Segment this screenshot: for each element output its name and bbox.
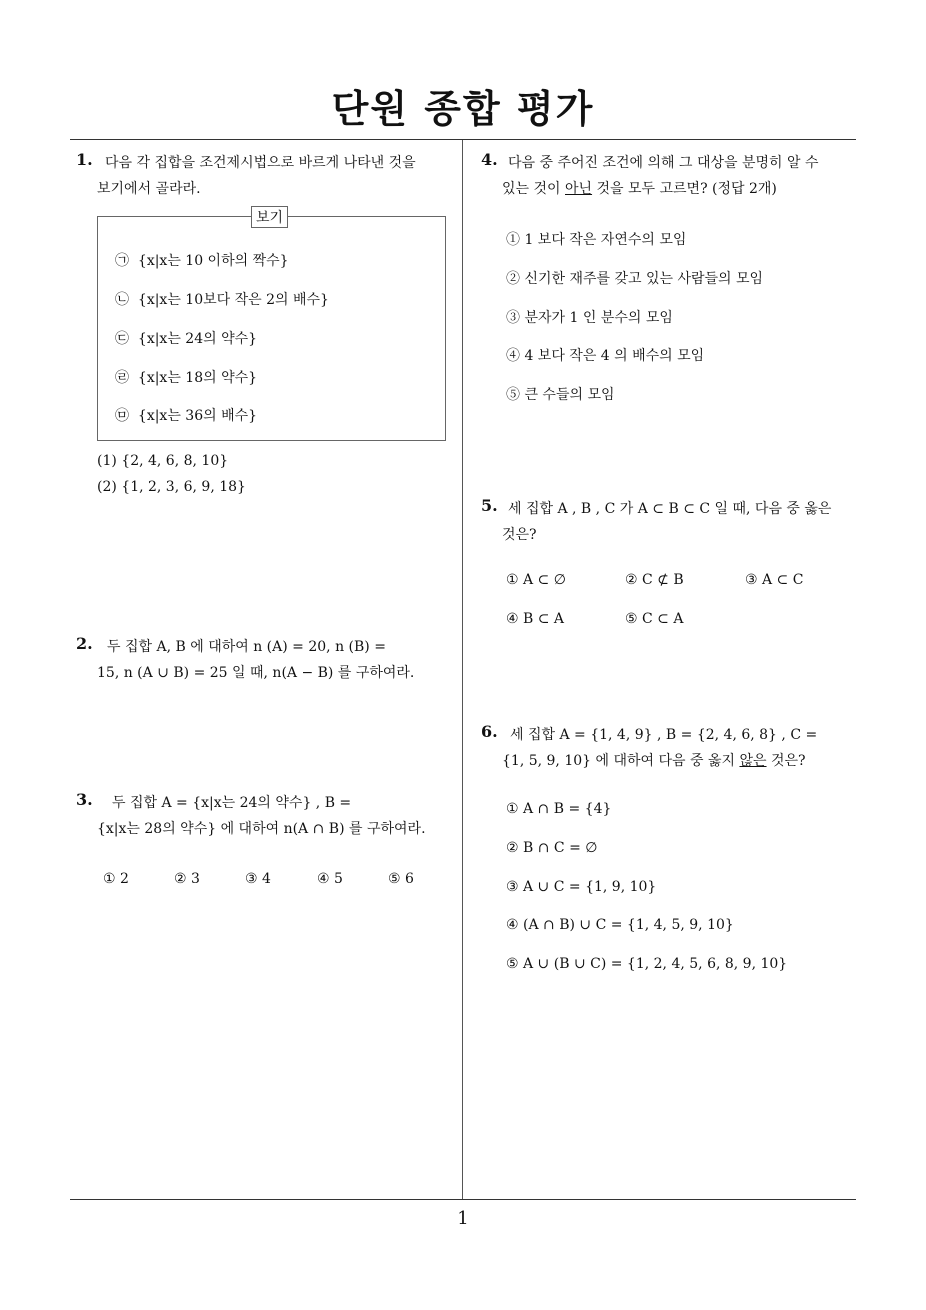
q4-text-line1: 다음 중 주어진 조건에 의해 그 대상을 분명히 알 수 (508, 155, 819, 171)
q2-text-line1: 두 집합 A, B 에 대하여 n (A) = 20, n (B) = (107, 639, 386, 655)
q4-number: 4. (481, 150, 498, 169)
q5-text-line2: 것은? (502, 527, 537, 543)
q5-choice-3: ③ A ⊂ C (745, 572, 804, 588)
q6-choice-4: ④ (A ∩ B) ∪ C = {1, 4, 5, 9, 10} (506, 917, 734, 933)
q5-choice-1: ① A ⊂ ∅ (506, 572, 566, 588)
q1-number: 1. (76, 150, 93, 169)
q4-choice-1: ① 1 보다 작은 자연수의 모임 (506, 232, 687, 248)
q3-number: 3. (76, 790, 93, 809)
q1-item-5: ㉤ {x|x는 36의 배수} (115, 408, 258, 424)
page-title: 단원 종합 평가 (331, 87, 595, 131)
q6-choice-2: ② B ∩ C = ∅ (506, 840, 598, 856)
q6-text-line1: 세 집합 A = {1, 4, 9} , B = {2, 4, 6, 8} , C = (510, 727, 818, 743)
q6-choice-3: ③ A ∪ C = {1, 9, 10} (506, 879, 657, 895)
q4-text-line2: 있는 것이 아닌 것을 모두 고르면? (정답 2개) (502, 181, 777, 197)
q5-choice-5: ⑤ C ⊂ A (625, 611, 684, 627)
q1-item-2: ㉡ {x|x는 10보다 작은 2의 배수} (115, 292, 329, 308)
top-rule (70, 139, 856, 140)
q4-choice-3: ③ 분자가 1 인 분수의 모임 (506, 310, 673, 326)
q1-item-4: ㉣ {x|x는 18의 약수} (115, 370, 258, 386)
q1-text-line2: 보기에서 골라라. (97, 181, 201, 197)
q3-choice-5: ⑤ 6 (388, 871, 414, 887)
q3-text-line2: {x|x는 28의 약수} 에 대하여 n(A ∩ B) 를 구하여라. (97, 821, 426, 837)
column-divider (462, 140, 463, 1200)
q4-choice-2: ② 신기한 재주를 갖고 있는 사람들의 모임 (506, 271, 764, 287)
q1-sub-2: (2) {1, 2, 3, 6, 9, 18} (97, 479, 246, 495)
page-number: 1 (457, 1208, 469, 1229)
q5-text-line1: 세 집합 A , B , C 가 A ⊂ B ⊂ C 일 때, 다음 중 옳은 (508, 501, 832, 517)
q3-choice-4: ④ 5 (317, 871, 343, 887)
q2-text-line2: 15, n (A ∪ B) = 25 일 때, n(A − B) 를 구하여라. (97, 665, 415, 681)
q5-choice-4: ④ B ⊂ A (506, 611, 565, 627)
bottom-rule (70, 1199, 856, 1200)
q1-item-3: ㉢ {x|x는 24의 약수} (115, 331, 258, 347)
q6-number: 6. (481, 722, 498, 741)
q6-text-line2: {1, 5, 9, 10} 에 대하여 다음 중 옳지 않은 것은? (502, 753, 806, 769)
q5-choice-2: ② C ⊄ B (625, 572, 684, 588)
q4-choice-5: ⑤ 큰 수들의 모임 (506, 387, 615, 403)
q3-choice-2: ② 3 (174, 871, 200, 887)
q1-text-line1: 다음 각 집합을 조건제시법으로 바르게 나타낸 것을 (105, 155, 416, 171)
q4-choice-4: ④ 4 보다 작은 4 의 배수의 모임 (506, 348, 705, 364)
q3-choice-1: ① 2 (103, 871, 129, 887)
q2-number: 2. (76, 634, 93, 653)
q6-choice-1: ① A ∩ B = {4} (506, 801, 612, 817)
q6-choice-5: ⑤ A ∪ (B ∪ C) = {1, 2, 4, 5, 6, 8, 9, 10} (506, 956, 788, 972)
q3-text-line1: 두 집합 A = {x|x는 24의 약수} , B = (112, 795, 352, 811)
q5-number: 5. (481, 496, 498, 515)
q3-choice-3: ③ 4 (245, 871, 271, 887)
example-box-label: 보기 (251, 206, 288, 228)
q1-item-1: ㉠ {x|x는 10 이하의 짝수} (115, 253, 289, 269)
q1-sub-1: (1) {2, 4, 6, 8, 10} (97, 453, 229, 469)
